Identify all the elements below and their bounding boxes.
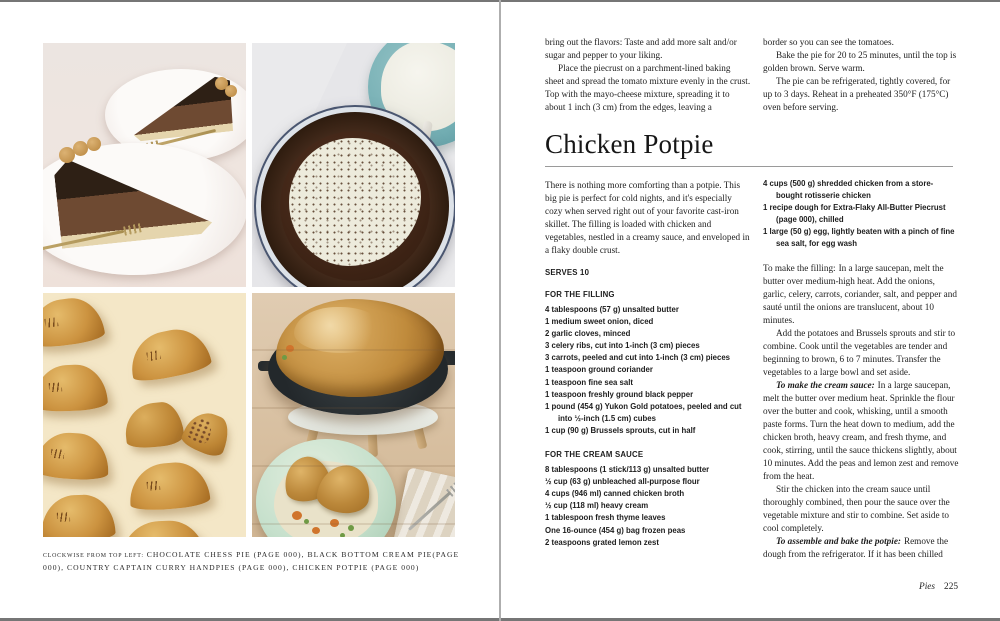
photo-grid [43,43,455,537]
recipe-step [763,262,959,327]
potpie-crust [276,299,444,397]
photo-chicken-potpie [252,293,455,537]
photo-curry-handpies [43,293,246,537]
ingredient: 3 celery ribs, cut into 1-inch (3 cm) pieces [545,341,700,351]
trivet-leg [410,410,428,449]
serves-line: SERVES 10 [545,268,590,277]
skillet-handle [258,361,274,371]
step-text: In a large saucepan, melt the butter over medium heat. Sprinkle the flour over the butter and cook, whisking, until a smooth paste forms. Turn the heat down to medium, add the chicken broth, heavy cream, and fresh thyme, and cook, stirring, until the sauce thickens slightly, about 10 minutes. Add the peas and lemon zest and remove from the heat. [763,379,959,481]
paragraph: bring out the flavors: Taste and add more salt and/or sugar and pepper to your liking. [545,37,737,60]
handpie [43,431,110,481]
step-lead: To make the filling: [763,262,836,273]
sauce-ingredients [545,464,751,549]
recipe-step [763,483,959,535]
pea [340,533,345,537]
ingredient: 1 teaspoon ground coriander [545,365,653,375]
page-folio [760,582,958,592]
crust-chunk [280,453,334,506]
handpie [43,294,106,350]
carrot-piece [312,527,320,534]
ingredient: 4 cups (946 ml) canned chicken broth [545,489,685,499]
cast-iron-skillet [268,323,448,415]
step-text: In a large saucepan, melt the butter over medium-high heat. Add the onions, garlic, celery, carrots, coriander, salt, and pepper and sauté until the onions are translucent, about 10 minutes. [763,262,957,325]
paragraph: There is nothing more comforting than a potpie. This big pie is perfect for cold nights, and it's especially cozy when served right out of your favorite cast-iron skillet. The filling is loaded with chicken and vegetables, nestled in a creamy sauce, and enveloped in a flaky double crust. [545,180,750,255]
folio-page-number: 225 [944,582,958,592]
continued-text-col2 [763,36,959,114]
recipe-step [763,327,959,379]
recipe-page [545,36,959,561]
ingredient: 1 pound (454 g) Yukon Gold potatoes, peeled and cut into ½-inch (1.5 cm) cubes [545,401,742,423]
photo-caption [43,549,463,574]
handpie [125,323,213,385]
pie-crust-edge [225,85,237,97]
ingredient: 4 tablespoons (57 g) unsalted butter [545,305,679,314]
handpie [127,460,211,513]
ingredient: 1 teaspoon freshly ground black pepper [545,389,694,399]
pea [282,355,287,360]
crust-highlight [294,307,384,353]
ingredient: 4 cups (500 g) shredded chicken from a store-bought rotisserie chicken [763,179,934,201]
handpie [43,363,108,413]
paragraph: Place the piecrust on a parchment-lined baking sheet and spread the tomato mixture evenly in the crust. Top with the mayo-cheese mixture, spreading it to about 1 inch (3 cm) from the edges, leaving a [545,63,751,112]
pie-crust-edge [73,141,88,156]
caption-label: CLOCKWISE FROM TOP LEFT: [43,553,144,559]
continued-text-col1 [545,36,751,114]
ingredient: 1 tablespoon fresh thyme leaves [545,513,666,523]
ingredient: 1 large (50 g) egg, lightly beaten with a pinch of fine sea salt, for egg wash [763,227,955,249]
trivet-leg [367,421,378,457]
step-text: Add the potatoes and Brussels sprouts and stir to combine. Cook until the vegetables are tender and beginning to brown, 6 to 7 minutes. Transfer the vegetables to a large bowl and set aside. [763,327,956,377]
ingredient: 1 recipe dough for Extra-Flaky All-Butter Piecrust (page 000), chilled [763,203,946,225]
caption-text: CHOCOLATE CHESS PIE (PAGE 000), BLACK BOTTOM CREAM PIE(PAGE 000), COUNTRY CAPTAIN CURRY HANDPIES (PAGE 000), CHICKEN POTPIE (PAGE 000) [43,550,460,572]
step-text: Remove the dough from the refrigerator. If it has been chilled [763,535,949,559]
sauce-header: FOR THE CREAM SAUCE [545,450,644,460]
title-rule [545,166,953,167]
paragraph: Bake the pie for 20 to 25 minutes, until the top is golden brown. Serve warm. [763,50,957,73]
handpie-broken [123,400,185,450]
ingredient: One 16-ounce (454 g) bag frozen peas [545,525,686,535]
ingredients-continued [763,178,959,251]
cream-sauce [274,461,378,537]
ingredient: 1 teaspoon fine sea salt [545,377,633,387]
recipe-step [763,379,959,483]
handpie [43,494,116,537]
carrot-piece [292,511,302,520]
handpie [120,520,206,537]
pea [348,525,354,531]
paragraph: The pie can be refrigerated, tightly covered, for up to 3 days. Reheat in a preheated 350°F (175°C) oven before serving. [763,76,951,112]
handpie-filling [186,415,215,445]
paragraph: border so you can see the tomatoes. [763,37,894,47]
filling-header: FOR THE FILLING [545,290,615,299]
trivet [288,399,438,435]
handpie-broken-piece [179,406,235,460]
carrot-piece [286,345,294,352]
step-lead: To assemble and bake the potpie: [776,535,901,546]
pea [304,519,309,524]
step-lead: To make the cream sauce: [776,379,875,390]
pie-crust-edge [87,137,101,151]
filling-ingredients [545,304,751,437]
ingredient: 3 carrots, peeled and cut into 1-inch (3 cm) pieces [545,353,731,363]
pie-dish [254,105,455,287]
photo-chocolate-chess-pie [43,43,246,287]
ingredient: ½ cup (63 g) unbleached all-purpose flour [545,477,700,487]
ingredient: 8 tablespoons (1 stick/113 g) unsalted butter [545,465,710,475]
ingredient: 2 garlic cloves, minced [545,329,631,339]
recipe-steps [763,262,959,561]
serving-bowl [256,439,396,537]
crust-chunk [315,462,373,517]
recipe-title: Chicken Potpie [545,129,714,159]
ingredient: ½ cup (118 ml) heavy cream [545,501,649,511]
trivet-leg [304,416,322,455]
photo-black-bottom-cream-pie [252,43,455,287]
recipe-intro [545,179,751,257]
fork [406,478,455,534]
napkin [389,467,455,537]
recipe-step [763,535,959,561]
ingredient: 1 cup (90 g) Brussels sprouts, cut in half [545,425,696,435]
folio-section: Pies [919,582,936,592]
step-text: Stir the chicken into the cream sauce until thoroughly combined, then pour the sauce over the vegetable mixture and stir to combine. Set aside to cool completely. [763,483,950,533]
skillet-handle [438,351,455,365]
carrot-piece [330,519,339,527]
book-spine-gutter [499,0,501,621]
ingredient: 1 medium sweet onion, diced [545,317,654,327]
ingredient: 2 teaspoons grated lemon zest [545,537,659,547]
